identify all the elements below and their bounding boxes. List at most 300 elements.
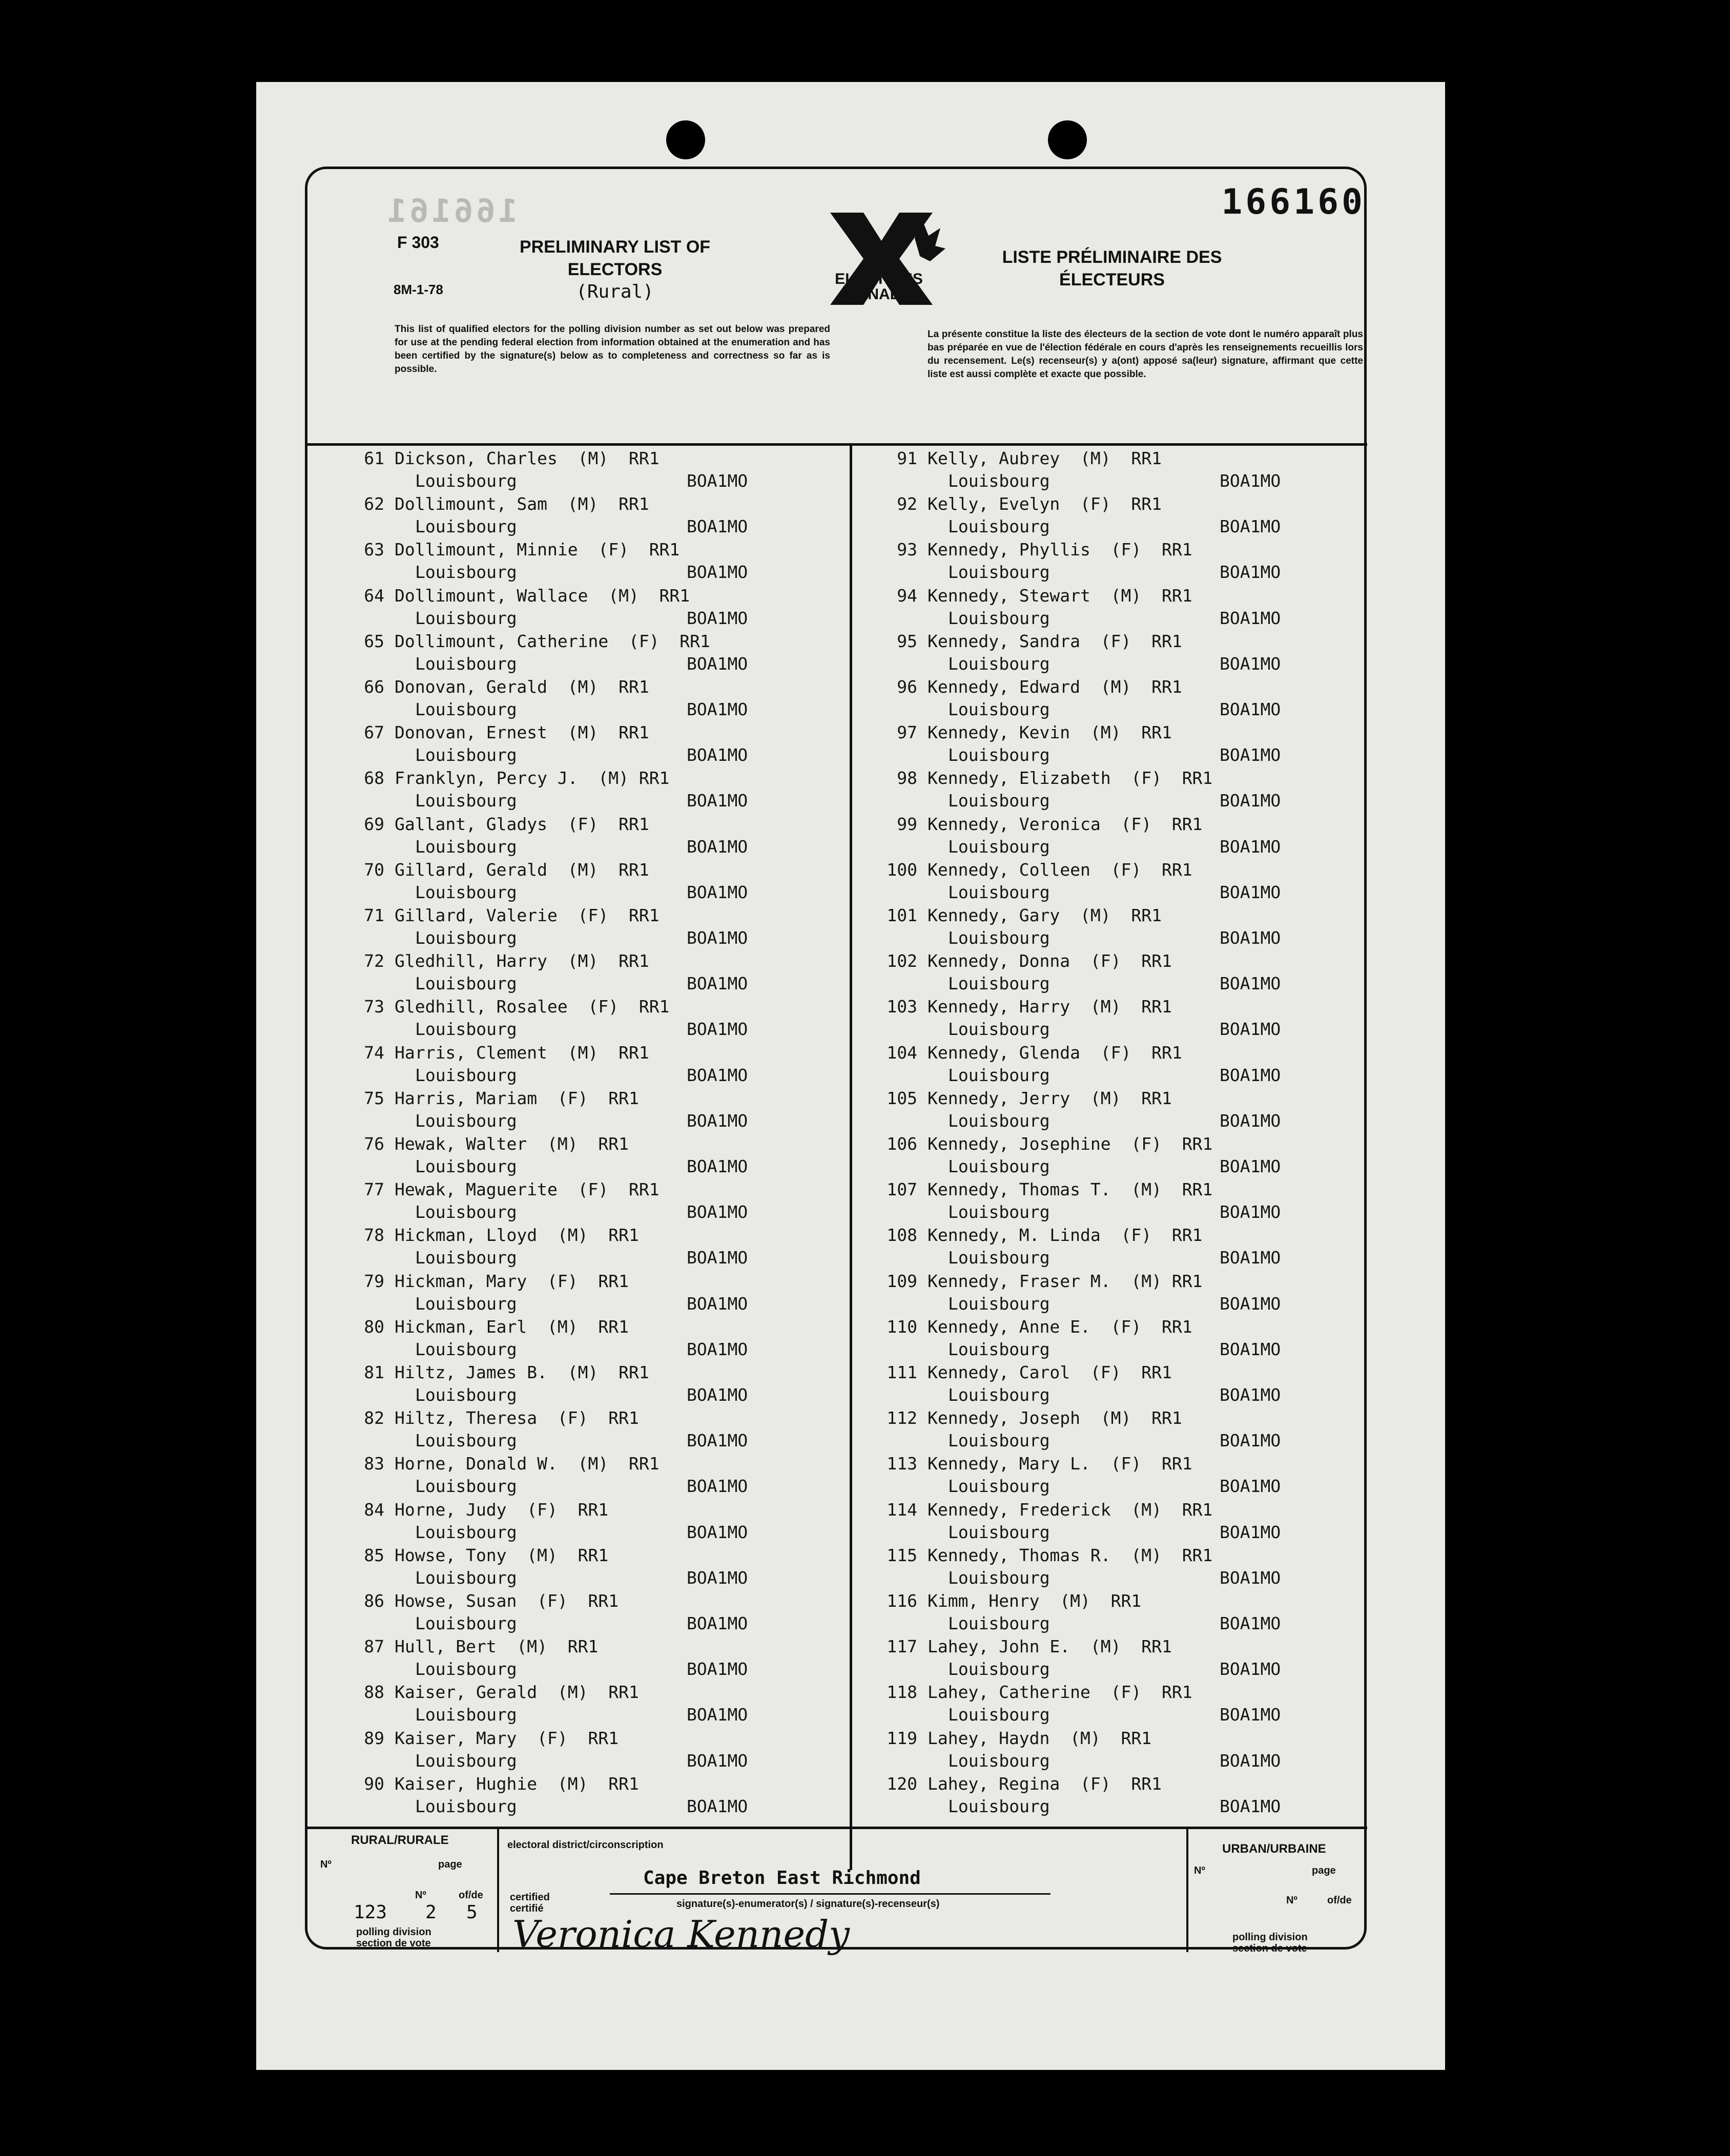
elector-name: Lahey, Regina (F) RR1 bbox=[928, 1773, 1162, 1794]
elector-name: Hiltz, James B. (M) RR1 bbox=[395, 1362, 649, 1382]
elector-entry bbox=[338, 1728, 830, 1774]
elector-town: Louisbourg bbox=[948, 653, 1050, 674]
elector-entry bbox=[338, 1774, 830, 1820]
elector-entry bbox=[871, 1454, 1363, 1500]
elector-town: Louisbourg bbox=[415, 516, 517, 537]
elector-postal-code: BOA1MO bbox=[1220, 1613, 1281, 1633]
elector-town: Louisbourg bbox=[415, 836, 517, 857]
elector-name: Donovan, Ernest (M) RR1 bbox=[395, 722, 649, 743]
rural-no-label-2: Nº bbox=[415, 1890, 426, 1901]
elector-number: 97 bbox=[897, 722, 917, 743]
urban-page-label: page bbox=[1312, 1865, 1336, 1876]
elector-postal-code: BOA1MO bbox=[1220, 973, 1281, 994]
elector-entry bbox=[871, 860, 1363, 906]
elector-postal-code: BOA1MO bbox=[687, 1019, 748, 1040]
elector-number: 73 bbox=[364, 997, 384, 1017]
urban-polling-label-fr: section de vote bbox=[1232, 1943, 1307, 1954]
elector-entry bbox=[338, 1545, 830, 1591]
elector-name: Gallant, Gladys (F) RR1 bbox=[395, 814, 649, 834]
elector-entry bbox=[338, 448, 830, 494]
elector-entry bbox=[338, 1408, 830, 1454]
elector-entry bbox=[338, 905, 830, 951]
elector-number: 91 bbox=[897, 448, 917, 468]
polling-division-label-en: polling division bbox=[356, 1926, 431, 1938]
rural-page-label: page bbox=[438, 1859, 462, 1870]
elector-number: 64 bbox=[364, 585, 384, 606]
elector-number: 90 bbox=[364, 1773, 384, 1794]
elector-name: Kaiser, Mary (F) RR1 bbox=[395, 1728, 619, 1748]
elector-postal-code: BOA1MO bbox=[1220, 882, 1281, 902]
footer-divider bbox=[307, 1827, 1367, 1829]
punch-hole-right bbox=[1048, 120, 1087, 159]
elector-entry bbox=[338, 814, 830, 860]
elector-name: Harris, Clement (M) RR1 bbox=[395, 1042, 649, 1063]
elector-town: Louisbourg bbox=[415, 1156, 517, 1176]
elector-postal-code: BOA1MO bbox=[687, 1110, 748, 1131]
elector-name: Kennedy, Donna (F) RR1 bbox=[928, 951, 1172, 971]
elector-name: Hewak, Walter (M) RR1 bbox=[395, 1134, 629, 1154]
elector-number: 93 bbox=[897, 540, 917, 560]
signature-label: signature(s)-enumerator(s) / signature(s)-recenseur(s) bbox=[676, 1898, 940, 1910]
elector-postal-code: BOA1MO bbox=[687, 1522, 748, 1542]
elector-name: Kennedy, Gary (M) RR1 bbox=[928, 905, 1162, 925]
logo-text bbox=[812, 272, 945, 302]
elector-number: 87 bbox=[364, 1636, 384, 1657]
elector-town: Louisbourg bbox=[948, 836, 1050, 857]
elector-name: Kennedy, Anne E. (F) RR1 bbox=[928, 1316, 1192, 1337]
elector-town: Louisbourg bbox=[415, 882, 517, 902]
elector-postal-code: BOA1MO bbox=[687, 1202, 748, 1222]
elector-town: Louisbourg bbox=[415, 928, 517, 948]
elector-name: Harris, Mariam (F) RR1 bbox=[395, 1088, 639, 1108]
elector-number: 74 bbox=[364, 1042, 384, 1063]
title-english bbox=[497, 236, 733, 303]
elector-town: Louisbourg bbox=[948, 608, 1050, 628]
elector-postal-code: BOA1MO bbox=[1220, 1431, 1281, 1451]
elector-number: 65 bbox=[364, 631, 384, 651]
elector-postal-code: BOA1MO bbox=[1220, 1705, 1281, 1725]
urban-label: URBAN/URBAINE bbox=[1222, 1842, 1326, 1856]
elector-number: 105 bbox=[887, 1088, 917, 1108]
elector-postal-code: BOA1MO bbox=[1220, 1567, 1281, 1588]
elector-town: Louisbourg bbox=[948, 1065, 1050, 1085]
elector-number: 89 bbox=[364, 1728, 384, 1748]
elector-town: Louisbourg bbox=[948, 1156, 1050, 1176]
elector-town: Louisbourg bbox=[415, 1522, 517, 1542]
elector-town: Louisbourg bbox=[948, 1293, 1050, 1314]
elector-number: 84 bbox=[364, 1499, 384, 1520]
elector-postal-code: BOA1MO bbox=[1220, 1202, 1281, 1222]
elector-entry bbox=[338, 1088, 830, 1134]
elector-postal-code: BOA1MO bbox=[687, 1293, 748, 1314]
elector-name: Kennedy, Colleen (F) RR1 bbox=[928, 859, 1192, 880]
elector-town: Louisbourg bbox=[415, 1476, 517, 1497]
elector-number: 113 bbox=[887, 1454, 917, 1474]
elector-number: 112 bbox=[887, 1408, 917, 1428]
header-divider bbox=[307, 443, 1367, 446]
elector-name: Kaiser, Gerald (M) RR1 bbox=[395, 1682, 639, 1703]
elector-number: 66 bbox=[364, 677, 384, 697]
elector-name: Kennedy, Stewart (M) RR1 bbox=[928, 585, 1192, 606]
elector-town: Louisbourg bbox=[948, 562, 1050, 583]
elector-entry bbox=[338, 722, 830, 769]
elector-entry bbox=[338, 1225, 830, 1271]
elector-number: 99 bbox=[897, 814, 917, 834]
elector-postal-code: BOA1MO bbox=[687, 471, 748, 491]
elector-town: Louisbourg bbox=[948, 1431, 1050, 1451]
urban-no-label-2: Nº bbox=[1286, 1895, 1298, 1906]
elector-town: Louisbourg bbox=[415, 1385, 517, 1405]
elector-postal-code: BOA1MO bbox=[687, 973, 748, 994]
elector-entry bbox=[871, 1408, 1363, 1454]
page-total: 5 bbox=[466, 1902, 478, 1923]
elector-name: Kennedy, Joseph (M) RR1 bbox=[928, 1408, 1182, 1428]
elector-postal-code: BOA1MO bbox=[1220, 1110, 1281, 1131]
elector-town: Louisbourg bbox=[948, 1019, 1050, 1040]
elector-name: Kennedy, Glenda (F) RR1 bbox=[928, 1042, 1182, 1063]
electoral-district: Cape Breton East Richmond bbox=[643, 1868, 921, 1889]
elector-number: 95 bbox=[897, 631, 917, 651]
elector-postal-code: BOA1MO bbox=[687, 1659, 748, 1680]
elector-number: 70 bbox=[364, 859, 384, 880]
urban-polling-label-en: polling division bbox=[1232, 1932, 1308, 1943]
elector-number: 114 bbox=[887, 1499, 917, 1520]
elector-town: Louisbourg bbox=[948, 882, 1050, 902]
elector-name: Kennedy, Edward (M) RR1 bbox=[928, 677, 1182, 697]
elector-entry bbox=[871, 997, 1363, 1043]
elector-number: 103 bbox=[887, 997, 917, 1017]
elector-number: 81 bbox=[364, 1362, 384, 1382]
elector-postal-code: BOA1MO bbox=[687, 1476, 748, 1497]
elector-postal-code: BOA1MO bbox=[687, 516, 748, 537]
elector-name: Kennedy, Mary L. (F) RR1 bbox=[928, 1454, 1192, 1474]
elector-town: Louisbourg bbox=[415, 1110, 517, 1131]
elector-number: 117 bbox=[887, 1636, 917, 1657]
elector-number: 100 bbox=[887, 859, 917, 880]
elector-name: Lahey, Haydn (M) RR1 bbox=[928, 1728, 1152, 1748]
elector-name: Kennedy, Sandra (F) RR1 bbox=[928, 631, 1182, 651]
elector-town: Louisbourg bbox=[415, 608, 517, 628]
logo-line2: CANADA bbox=[846, 286, 912, 303]
elector-number: 77 bbox=[364, 1179, 384, 1200]
elector-town: Louisbourg bbox=[415, 745, 517, 765]
intro-french: La présente constitue la liste des électeurs de la section de vote dont le numéro apparaît plus bas préparée en vue de l'élection fédérale en cours d'après les renseignements recueillis lors du recensement. Le(s) recenseur(s) y a(ont) apposé sa(leur) signature, affirmant que cette liste est aussi complète et exacte que possible. bbox=[928, 329, 1363, 380]
signature-text: Veronica Kennedy bbox=[512, 1913, 850, 1956]
elector-name: Kennedy, Fraser M. (M) RR1 bbox=[928, 1271, 1203, 1291]
elector-name: Hickman, Earl (M) RR1 bbox=[395, 1316, 629, 1337]
elector-number: 108 bbox=[887, 1225, 917, 1246]
elector-entry bbox=[338, 1682, 830, 1728]
elector-name: Hickman, Lloyd (M) RR1 bbox=[395, 1225, 639, 1246]
serial-number: 166160 bbox=[1221, 182, 1366, 222]
elector-name: Hewak, Maguerite (F) RR1 bbox=[395, 1179, 660, 1200]
elector-town: Louisbourg bbox=[415, 1202, 517, 1222]
elector-entry bbox=[338, 951, 830, 997]
bleed-through-serial: 166161 bbox=[384, 192, 518, 230]
elector-entry bbox=[338, 1134, 830, 1180]
title-en-line2: ELECTORS bbox=[567, 260, 663, 279]
elector-entry bbox=[871, 951, 1363, 997]
elector-town: Louisbourg bbox=[948, 1705, 1050, 1725]
elector-entry bbox=[871, 1682, 1363, 1728]
elector-entry bbox=[871, 448, 1363, 494]
elector-number: 72 bbox=[364, 951, 384, 971]
rural-no-label: Nº bbox=[320, 1859, 332, 1870]
elector-number: 62 bbox=[364, 494, 384, 514]
elector-postal-code: BOA1MO bbox=[1220, 471, 1281, 491]
elector-town: Louisbourg bbox=[415, 471, 517, 491]
elector-postal-code: BOA1MO bbox=[1220, 1019, 1281, 1040]
page-number: 2 bbox=[425, 1902, 437, 1923]
elector-town: Louisbourg bbox=[948, 1339, 1050, 1359]
elector-town: Louisbourg bbox=[948, 1385, 1050, 1405]
elector-entry bbox=[871, 494, 1363, 540]
elector-entry bbox=[338, 1362, 830, 1408]
elector-postal-code: BOA1MO bbox=[687, 1156, 748, 1176]
elector-name: Kennedy, Phyllis (F) RR1 bbox=[928, 540, 1192, 560]
elector-postal-code: BOA1MO bbox=[687, 791, 748, 811]
elector-postal-code: BOA1MO bbox=[1220, 653, 1281, 674]
elector-entry bbox=[871, 1500, 1363, 1546]
elector-entry bbox=[338, 1317, 830, 1363]
elector-number: 120 bbox=[887, 1773, 917, 1794]
elector-name: Gledhill, Rosalee (F) RR1 bbox=[395, 997, 670, 1017]
elector-name: Hiltz, Theresa (F) RR1 bbox=[395, 1408, 639, 1428]
elector-postal-code: BOA1MO bbox=[687, 1796, 748, 1816]
elector-postal-code: BOA1MO bbox=[687, 562, 748, 583]
elector-postal-code: BOA1MO bbox=[1220, 745, 1281, 765]
elector-town: Louisbourg bbox=[415, 562, 517, 583]
punch-hole-left bbox=[666, 120, 705, 159]
elector-number: 80 bbox=[364, 1316, 384, 1337]
elector-number: 68 bbox=[364, 768, 384, 789]
elector-town: Louisbourg bbox=[948, 928, 1050, 948]
logo-line1: ELECTIONS bbox=[835, 271, 923, 287]
elector-town: Louisbourg bbox=[948, 516, 1050, 537]
elector-name: Lahey, Catherine (F) RR1 bbox=[928, 1682, 1192, 1703]
elector-number: 98 bbox=[897, 768, 917, 789]
elector-entry bbox=[338, 540, 830, 586]
elector-number: 82 bbox=[364, 1408, 384, 1428]
elector-number: 78 bbox=[364, 1225, 384, 1246]
elector-entry bbox=[871, 1545, 1363, 1591]
elector-entry bbox=[338, 768, 830, 814]
elector-town: Louisbourg bbox=[415, 1796, 517, 1816]
elector-postal-code: BOA1MO bbox=[687, 836, 748, 857]
elector-name: Kennedy, Harry (M) RR1 bbox=[928, 997, 1172, 1017]
elector-entry bbox=[871, 1591, 1363, 1637]
elector-entry bbox=[871, 677, 1363, 723]
elector-entry bbox=[871, 1317, 1363, 1363]
elector-number: 116 bbox=[887, 1591, 917, 1611]
title-fr-line1: LISTE PRÉLIMINAIRE DES bbox=[1002, 247, 1222, 267]
elector-postal-code: BOA1MO bbox=[1220, 1156, 1281, 1176]
elector-town: Louisbourg bbox=[415, 653, 517, 674]
elector-name: Howse, Susan (F) RR1 bbox=[395, 1591, 619, 1611]
elector-postal-code: BOA1MO bbox=[687, 745, 748, 765]
polling-division-label-fr: section de vote bbox=[356, 1938, 431, 1949]
elector-number: 96 bbox=[897, 677, 917, 697]
elector-town: Louisbourg bbox=[948, 1476, 1050, 1497]
elector-entry bbox=[871, 814, 1363, 860]
elector-town: Louisbourg bbox=[415, 1705, 517, 1725]
title-en-line1: PRELIMINARY LIST OF bbox=[519, 237, 711, 257]
elector-town: Louisbourg bbox=[415, 791, 517, 811]
elector-name: Kennedy, Jerry (M) RR1 bbox=[928, 1088, 1172, 1108]
elector-number: 94 bbox=[897, 585, 917, 606]
elector-postal-code: BOA1MO bbox=[687, 1705, 748, 1725]
elector-name: Kennedy, Elizabeth (F) RR1 bbox=[928, 768, 1213, 789]
elector-entry bbox=[338, 494, 830, 540]
elector-postal-code: BOA1MO bbox=[687, 1613, 748, 1633]
elector-entry bbox=[871, 722, 1363, 769]
rural-of-label: of/de bbox=[459, 1890, 483, 1901]
elector-entry bbox=[338, 586, 830, 632]
elector-number: 61 bbox=[364, 448, 384, 468]
polling-division-number: 123 bbox=[354, 1902, 387, 1923]
rural-label: RURAL/RURALE bbox=[351, 1833, 449, 1847]
elector-number: 75 bbox=[364, 1088, 384, 1108]
elector-town: Louisbourg bbox=[948, 1248, 1050, 1268]
elector-postal-code: BOA1MO bbox=[1220, 699, 1281, 719]
elector-entry bbox=[871, 768, 1363, 814]
elector-entry bbox=[871, 1636, 1363, 1683]
elector-postal-code: BOA1MO bbox=[1220, 1293, 1281, 1314]
elector-entry bbox=[871, 1774, 1363, 1820]
elector-name: Hickman, Mary (F) RR1 bbox=[395, 1271, 629, 1291]
elector-name: Gillard, Gerald (M) RR1 bbox=[395, 859, 649, 880]
elector-town: Louisbourg bbox=[948, 1750, 1050, 1771]
elector-town: Louisbourg bbox=[948, 791, 1050, 811]
elector-postal-code: BOA1MO bbox=[1220, 928, 1281, 948]
elector-postal-code: BOA1MO bbox=[1220, 1659, 1281, 1680]
elector-town: Louisbourg bbox=[415, 1339, 517, 1359]
elector-name: Howse, Tony (M) RR1 bbox=[395, 1545, 609, 1565]
elector-number: 86 bbox=[364, 1591, 384, 1611]
elector-postal-code: BOA1MO bbox=[1220, 1522, 1281, 1542]
elector-number: 106 bbox=[887, 1134, 917, 1154]
elector-number: 85 bbox=[364, 1545, 384, 1565]
elector-name: Dollimount, Minnie (F) RR1 bbox=[395, 540, 680, 560]
elector-town: Louisbourg bbox=[415, 1065, 517, 1085]
elector-number: 67 bbox=[364, 722, 384, 743]
elector-number: 111 bbox=[887, 1362, 917, 1382]
certified-label-en: certified bbox=[510, 1892, 550, 1903]
elector-town: Louisbourg bbox=[415, 1431, 517, 1451]
elector-entry bbox=[338, 860, 830, 906]
elector-number: 63 bbox=[364, 540, 384, 560]
elector-town: Louisbourg bbox=[415, 1019, 517, 1040]
elector-name: Lahey, John E. (M) RR1 bbox=[928, 1636, 1172, 1657]
elector-entry bbox=[338, 1043, 830, 1089]
elector-entry bbox=[338, 1636, 830, 1683]
elector-postal-code: BOA1MO bbox=[687, 653, 748, 674]
elector-town: Louisbourg bbox=[948, 471, 1050, 491]
elector-number: 107 bbox=[887, 1179, 917, 1200]
elector-postal-code: BOA1MO bbox=[1220, 791, 1281, 811]
elector-entry bbox=[871, 586, 1363, 632]
elector-name: Horne, Judy (F) RR1 bbox=[395, 1499, 609, 1520]
elector-postal-code: BOA1MO bbox=[687, 882, 748, 902]
urban-no-label: Nº bbox=[1194, 1865, 1205, 1876]
elector-postal-code: BOA1MO bbox=[1220, 608, 1281, 628]
elector-town: Louisbourg bbox=[415, 973, 517, 994]
elector-name: Kennedy, Josephine (F) RR1 bbox=[928, 1134, 1213, 1154]
district-label: electoral district/circonscription bbox=[507, 1839, 664, 1851]
elector-postal-code: BOA1MO bbox=[687, 928, 748, 948]
elector-name: Horne, Donald W. (M) RR1 bbox=[395, 1454, 660, 1474]
elector-name: Kennedy, Veronica (F) RR1 bbox=[928, 814, 1203, 834]
elector-town: Louisbourg bbox=[948, 1202, 1050, 1222]
elector-postal-code: BOA1MO bbox=[687, 1750, 748, 1771]
elector-postal-code: BOA1MO bbox=[1220, 1248, 1281, 1268]
rural-box-right bbox=[497, 1829, 499, 1952]
elector-entry bbox=[871, 1179, 1363, 1226]
elector-postal-code: BOA1MO bbox=[1220, 1385, 1281, 1405]
elector-name: Kennedy, Carol (F) RR1 bbox=[928, 1362, 1172, 1382]
elector-number: 115 bbox=[887, 1545, 917, 1565]
elector-entry bbox=[338, 1271, 830, 1317]
elector-entry bbox=[871, 1362, 1363, 1408]
elector-postal-code: BOA1MO bbox=[687, 1431, 748, 1451]
elector-name: Kennedy, Thomas T. (M) RR1 bbox=[928, 1179, 1213, 1200]
certified-label-fr: certifié bbox=[510, 1903, 544, 1914]
elector-entry bbox=[338, 1591, 830, 1637]
elector-entry bbox=[871, 1271, 1363, 1317]
elector-number: 101 bbox=[887, 905, 917, 925]
elector-number: 88 bbox=[364, 1682, 384, 1703]
elector-number: 69 bbox=[364, 814, 384, 834]
elections-canada-logo bbox=[815, 197, 948, 330]
district-underline bbox=[610, 1893, 1051, 1895]
column-divider bbox=[850, 446, 852, 1870]
elector-entry bbox=[338, 631, 830, 677]
elector-town: Louisbourg bbox=[948, 973, 1050, 994]
elector-number: 92 bbox=[897, 494, 917, 514]
elector-name: Kimm, Henry (M) RR1 bbox=[928, 1591, 1142, 1611]
elector-name: Dollimount, Sam (M) RR1 bbox=[395, 494, 649, 514]
enumerator-signature bbox=[507, 1911, 876, 1962]
elector-number: 109 bbox=[887, 1271, 917, 1291]
elector-name: Donovan, Gerald (M) RR1 bbox=[395, 677, 649, 697]
elector-town: Louisbourg bbox=[948, 1659, 1050, 1680]
elector-postal-code: BOA1MO bbox=[687, 1248, 748, 1268]
elector-name: Kennedy, Kevin (M) RR1 bbox=[928, 722, 1172, 743]
elector-name: Gillard, Valerie (F) RR1 bbox=[395, 905, 660, 925]
elector-postal-code: BOA1MO bbox=[1220, 1476, 1281, 1497]
elector-entry bbox=[871, 1225, 1363, 1271]
elector-postal-code: BOA1MO bbox=[1220, 1796, 1281, 1816]
elector-name: Kelly, Evelyn (F) RR1 bbox=[928, 494, 1162, 514]
elector-number: 83 bbox=[364, 1454, 384, 1474]
elector-number: 71 bbox=[364, 905, 384, 925]
elector-town: Louisbourg bbox=[948, 1110, 1050, 1131]
elector-entry bbox=[338, 1454, 830, 1500]
elector-postal-code: BOA1MO bbox=[687, 1339, 748, 1359]
elector-number: 79 bbox=[364, 1271, 384, 1291]
elector-postal-code: BOA1MO bbox=[687, 1065, 748, 1085]
elector-town: Louisbourg bbox=[948, 699, 1050, 719]
elector-entry bbox=[338, 997, 830, 1043]
urban-of-label: of/de bbox=[1327, 1895, 1352, 1906]
elector-postal-code: BOA1MO bbox=[1220, 562, 1281, 583]
elector-name: Kennedy, Thomas R. (M) RR1 bbox=[928, 1545, 1213, 1565]
elector-number: 76 bbox=[364, 1134, 384, 1154]
elector-entry bbox=[338, 677, 830, 723]
elector-town: Louisbourg bbox=[415, 699, 517, 719]
elector-entry bbox=[871, 1134, 1363, 1180]
elector-entry bbox=[338, 1500, 830, 1546]
